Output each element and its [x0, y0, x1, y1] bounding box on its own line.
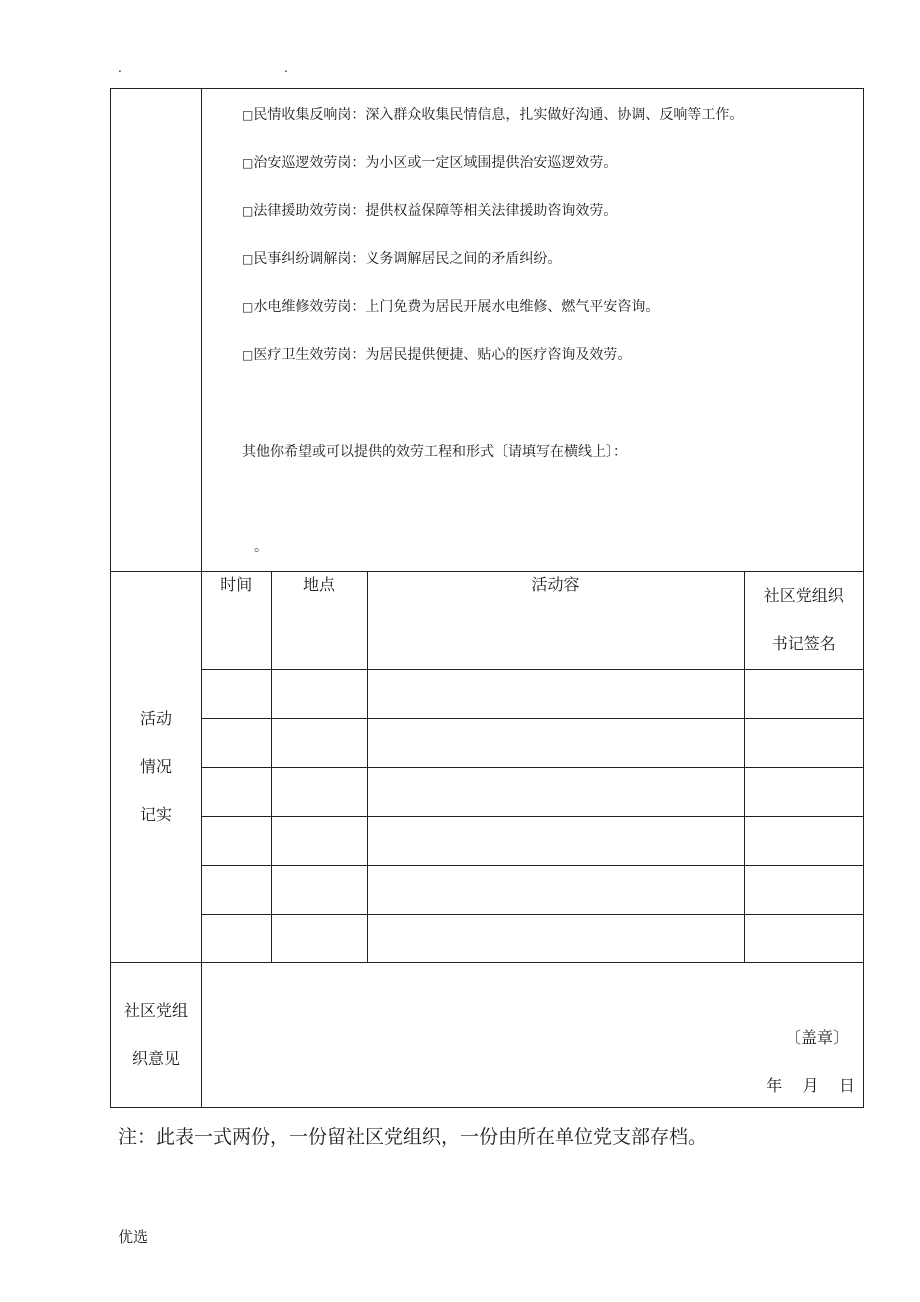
time-cell[interactable]: [202, 816, 271, 865]
date-line: 年 月 日: [766, 1076, 855, 1095]
service-item-text: 法律援助效劳岗：提供权益保障等相关法律援助咨询效劳。: [253, 203, 618, 219]
service-item[interactable]: [242, 345, 631, 365]
table-row: [202, 669, 863, 718]
stamp-label: 〔盖章〕: [784, 1028, 849, 1047]
opinion-row: [111, 963, 864, 1108]
service-item[interactable]: [242, 297, 659, 317]
service-item-text: 水电维修效劳岗：上门免费为居民开展水电维修、燃气平安咨询。: [253, 299, 660, 315]
service-item-text: 医疗卫生效劳岗：为居民提供便捷、贴心的医疗咨询及效劳。: [253, 347, 632, 363]
header-dot-left: .: [118, 61, 122, 75]
opinion-label-line: 社区党组: [123, 1001, 188, 1020]
services-cell: [202, 89, 864, 572]
footnote: 注：此表一式两份，一份留社区党组织，一份由所在单位党支部存档。: [118, 1126, 708, 1148]
registration-form-table: [110, 88, 864, 1108]
service-item-text: 民情收集反响岗：深入群众收集民情信息，扎实做好沟通、协调、反响等工作。: [253, 107, 744, 123]
activity-records-table: [202, 572, 863, 962]
checkbox-icon[interactable]: □: [242, 156, 254, 170]
place-cell[interactable]: [271, 767, 367, 816]
activity-label-line: 记实: [139, 805, 172, 824]
table-row: [202, 718, 863, 767]
header-dot-right: .: [284, 61, 288, 75]
service-item[interactable]: [242, 201, 617, 221]
content-cell[interactable]: [367, 669, 744, 718]
content-cell[interactable]: [367, 718, 744, 767]
activity-label-line: 情况: [139, 757, 172, 776]
content-cell[interactable]: [367, 767, 744, 816]
signature-cell[interactable]: [744, 865, 863, 914]
table-row: [202, 767, 863, 816]
content-cell[interactable]: [367, 865, 744, 914]
other-services-end-mark[interactable]: 。: [254, 539, 268, 555]
service-item[interactable]: [242, 105, 743, 125]
signature-header-line: 社区党组织: [763, 586, 844, 605]
signature-cell[interactable]: [744, 718, 863, 767]
activity-row: [111, 572, 864, 963]
page-footer: 优选: [118, 1228, 149, 1246]
checkbox-icon[interactable]: □: [242, 300, 254, 314]
activity-header-row: [202, 572, 863, 669]
checkbox-icon[interactable]: □: [242, 252, 254, 266]
service-item[interactable]: [242, 153, 617, 173]
content-cell[interactable]: [367, 914, 744, 962]
place-cell[interactable]: [271, 865, 367, 914]
service-item-text: 治安巡逻效劳岗：为小区或一定区域围提供治安巡逻效劳。: [253, 155, 618, 171]
signature-cell[interactable]: [744, 669, 863, 718]
activity-label-line: 活动: [139, 709, 172, 728]
other-services-prompt: 其他你希望或可以提供的效劳工程和形式〔请填写在横线上〕：: [242, 444, 627, 460]
time-cell[interactable]: [202, 669, 271, 718]
place-cell[interactable]: [271, 718, 367, 767]
column-header-place: 地点: [271, 572, 367, 669]
activity-label-cell: [111, 572, 202, 963]
checkbox-icon[interactable]: □: [242, 348, 254, 362]
signature-header-line: 书记签名: [771, 634, 836, 653]
checkbox-icon[interactable]: □: [242, 204, 254, 218]
activity-records-cell: [202, 572, 864, 963]
signature-cell[interactable]: [744, 914, 863, 962]
opinion-cell[interactable]: [202, 963, 864, 1108]
column-header-signature: [744, 572, 863, 669]
time-cell[interactable]: [202, 865, 271, 914]
opinion-label-line: 织意见: [131, 1049, 180, 1068]
services-label-cell: [111, 89, 202, 572]
column-header-content: 活动容: [367, 572, 744, 669]
time-cell[interactable]: [202, 767, 271, 816]
time-cell[interactable]: [202, 718, 271, 767]
place-cell[interactable]: [271, 914, 367, 962]
signature-cell[interactable]: [744, 816, 863, 865]
place-cell[interactable]: [271, 669, 367, 718]
service-item[interactable]: [242, 249, 561, 269]
service-item-text: 民事纠纷调解岗：义务调解居民之间的矛盾纠纷。: [253, 251, 562, 267]
time-cell[interactable]: [202, 914, 271, 962]
checkbox-icon[interactable]: □: [242, 108, 254, 122]
signature-cell[interactable]: [744, 767, 863, 816]
opinion-label-cell: [111, 963, 202, 1108]
table-row: [202, 865, 863, 914]
table-row: [202, 816, 863, 865]
place-cell[interactable]: [271, 816, 367, 865]
content-cell[interactable]: [367, 816, 744, 865]
table-row: [202, 914, 863, 962]
column-header-time: 时间: [202, 572, 271, 669]
services-row: [111, 89, 864, 572]
